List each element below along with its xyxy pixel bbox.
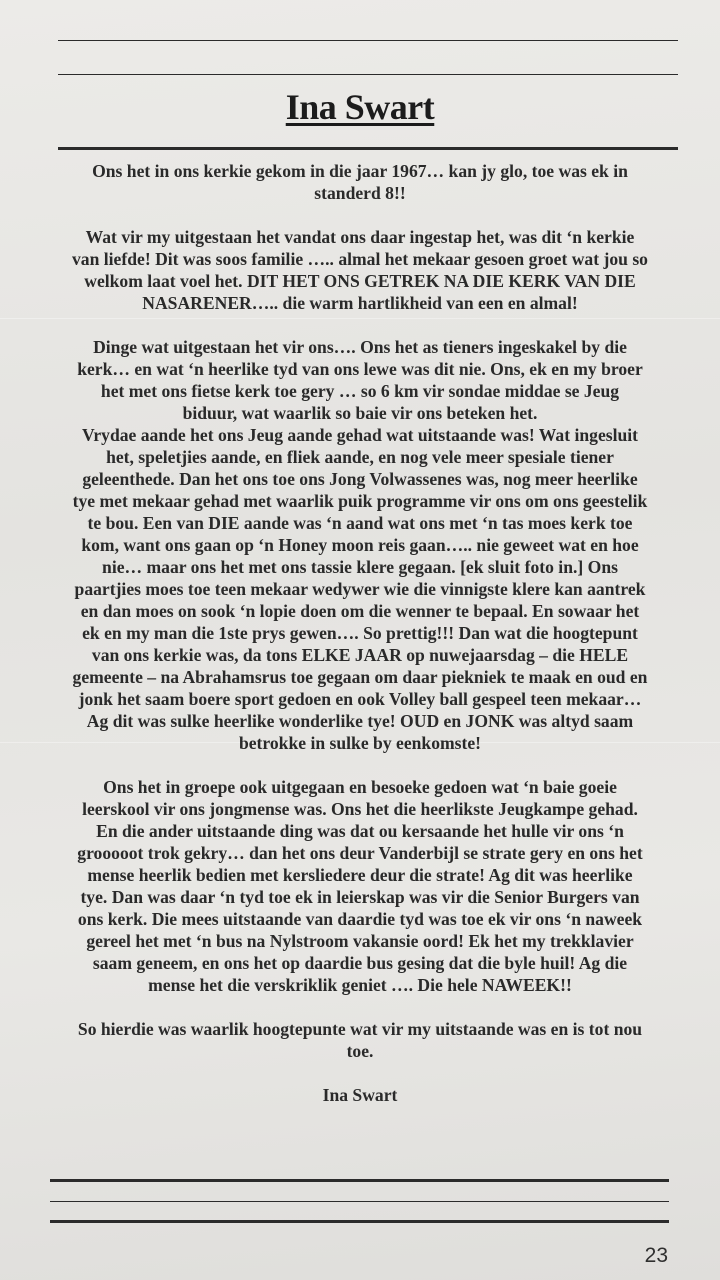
bottom-thick-rule (50, 1179, 669, 1182)
paragraph: Ons het in ons kerkie gekom in die jaar 1967… kan jy glo, toe was ek in standerd 8!! (92, 161, 628, 203)
paragraph: So hierdie was waarlik hoogtepunte wat vir my uitstaande was en is tot nou toe. (77, 1019, 643, 1061)
bottom-thin-rule (50, 1201, 669, 1202)
paragraph: Vrydae aande het ons Jeug aande gehad wat uitstaande was! Wat ingesluit het, speletjies aande, en fliek aande, en nog vele meer spesiale tiener geleenthede. Dan het ons toe ons Jong Volwassenes was, nog meer heerlike tye met mekaar gehad met waarlik puik programme vir ons om ons geestelik te bou. Een van DIE aande was ‘n aand wat ons met ‘n tas moes kerk toe kom, want ons gaan op ‘n Honey moon reis gaan….. nie geweet wat en hoe nie… maar ons het met ons tassie klere gegaan. [ek sluit foto in.] Ons paartjies moes toe teen mekaar wedywer wie die vinnigste klere kan aantrek en dan moes on sook ‘n lopie doen om die wenner te bepaal. En sowaar het ek en my man die 1ste prys gewen…. So prettig!!! Dan wat die hoogtepunt van ons kerkie was, da tons ELKE JAAR op nuwejaarsdag – die HELE gemeente – na Abrahamsrus toe gegaan om daar piekniek te maak en oud en jonk het saam boere sport gedoen en ook Volley ball gespeel teen mekaar… Ag dit was sulke heerlike wonderlike tye! OUD en JONK was altyd saam betrokke in sulke by eenkomste! (72, 425, 648, 753)
author-signature: Ina Swart (322, 1085, 398, 1105)
top-thin-rule (58, 40, 678, 41)
paragraph: Wat vir my uitgestaan het vandat ons daar ingestap het, was dit ‘n kerkie van liefde! Dit was soos familie ….. almal het mekaar gesoen groet wat jou so welkom laat voel het. DIT HET ONS GETREK NA DIE KERK VAN DIE NASARENER….. die warm hartlikheid van een en almal! (72, 227, 648, 313)
article-body (72, 160, 648, 1106)
top-thin-rule-2 (58, 74, 678, 75)
paragraph: Dinge wat uitgestaan het vir ons…. Ons het as tieners ingeskakel by die kerk… en wat ‘n heerlike tyd van ons lewe was dit nie. Ons, ek en my broer het met ons fietse kerk toe gery … so 6 km vir sondae middae se Jeug biduur, wat waarlik so baie vir ons beteken het. (77, 337, 643, 423)
page-title: Ina Swart (285, 87, 435, 127)
bottom-thick-rule-2 (50, 1220, 669, 1223)
page-number: 23 (644, 1244, 668, 1267)
paragraph: Ons het in groepe ook uitgegaan en besoeke gedoen wat ‘n baie goeie leerskool vir ons jongmense was. Ons het die heerlikste Jeugkampe gehad. En die ander uitstaande ding was dat ou kersaande het hulle vir ons ‘n grooooot trok gekry… dan het ons deur Vanderbijl se strate gery en ons het mense heerlik bedien met kersliedere deur die strate! Ag dit was heerlike tye. Dan was daar ‘n tyd toe ek in leierskap was vir die Senior Burgers van ons kerk. Die mees uitstaande van daardie tyd was toe ek vir ons ‘n naweek gereel het met ‘n bus na Nylstroom vakansie oord! Ek het my trekklavier saam geneem, en ons het op daardie bus gesing dat die byle huil! Ag die mense het die verskriklik geniet …. Die hele NAWEEK!! (77, 777, 643, 995)
title-thick-rule (58, 147, 678, 150)
